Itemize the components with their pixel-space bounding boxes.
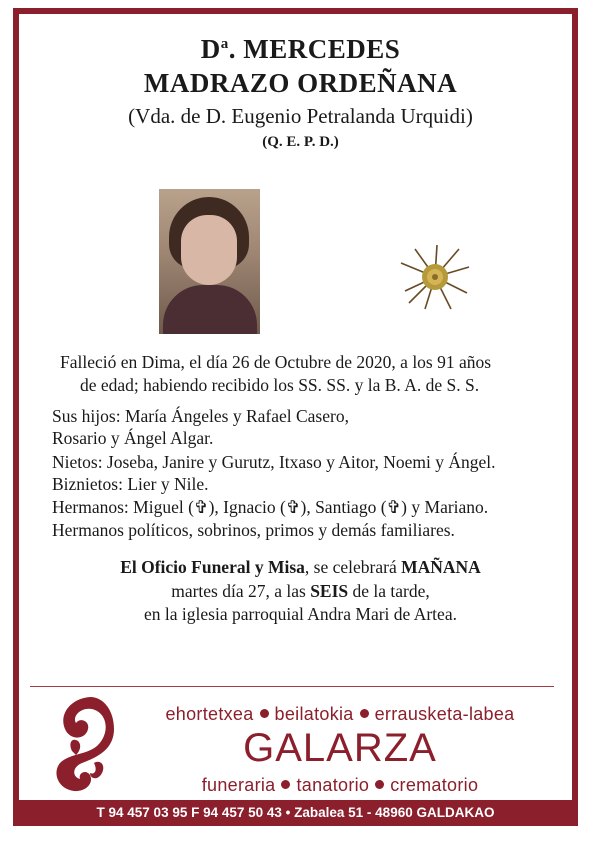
family-others: Hermanos políticos, sobrinos, primos y demás familiares. (52, 520, 455, 540)
service-line-1: El Oficio Funeral y Misa, se celebrará MAÑANA (120, 557, 481, 577)
family-siblings: Hermanos: Miguel (✞), Ignacio (✞), Santiago (✞) y Mariano. (52, 497, 489, 517)
contact-details: T 94 457 03 95 F 94 457 50 43 • Zabalea 51 - 48960 GALDAKAO (96, 805, 495, 820)
family-great-grandchildren: Biznietos: Lier y Nile. (52, 474, 209, 494)
divider (30, 686, 554, 687)
first-name: MERCEDES (243, 34, 401, 64)
deceased-first-name-line (0, 34, 601, 65)
death-notice-line-1: Falleció en Dima, el día 26 de Octubre de 2020, a los 91 años (60, 352, 492, 372)
funeral-home-name: GALARZA (243, 726, 437, 770)
contact-footer (13, 800, 578, 826)
service-line-3: en la iglesia parroquial Andra Mari de Artea. (144, 604, 457, 624)
surnames: MADRAZO ORDEÑANA (143, 68, 458, 98)
bullet-icon (360, 709, 369, 718)
services-basque: ehortetxea beilatokia errausketa-labea (165, 704, 515, 724)
rip-note: (Q. E. P. D.) (262, 134, 339, 150)
bullet-icon (260, 709, 269, 718)
widow-note: (Vda. de D. Eugenio Petralanda Urquidi) (128, 104, 473, 128)
family-children-cont: Rosario y Ángel Algar. (52, 428, 214, 448)
services-spanish: funeraria tanatorio crematorio (201, 775, 479, 795)
honorific: $D^a$. (200, 34, 236, 64)
bullet-icon (281, 780, 290, 789)
family-children: Sus hijos: María Ángeles y Rafael Casero, (52, 406, 349, 426)
galarza-logo-icon (50, 693, 118, 795)
thistle-icon (395, 241, 474, 314)
death-notice-line-2: de edad; habiendo recibido los SS. SS. y la B. A. de S. S. (80, 375, 480, 395)
service-line-2: martes día 27, a las SEIS de la tarde, (171, 581, 430, 601)
bullet-icon (375, 780, 384, 789)
portrait-face (181, 215, 237, 285)
portrait-body (163, 285, 257, 334)
portrait-photo (159, 189, 260, 334)
family-grandchildren: Nietos: Joseba, Janire y Gurutz, Itxaso y Aitor, Noemi y Ángel. (52, 452, 496, 472)
